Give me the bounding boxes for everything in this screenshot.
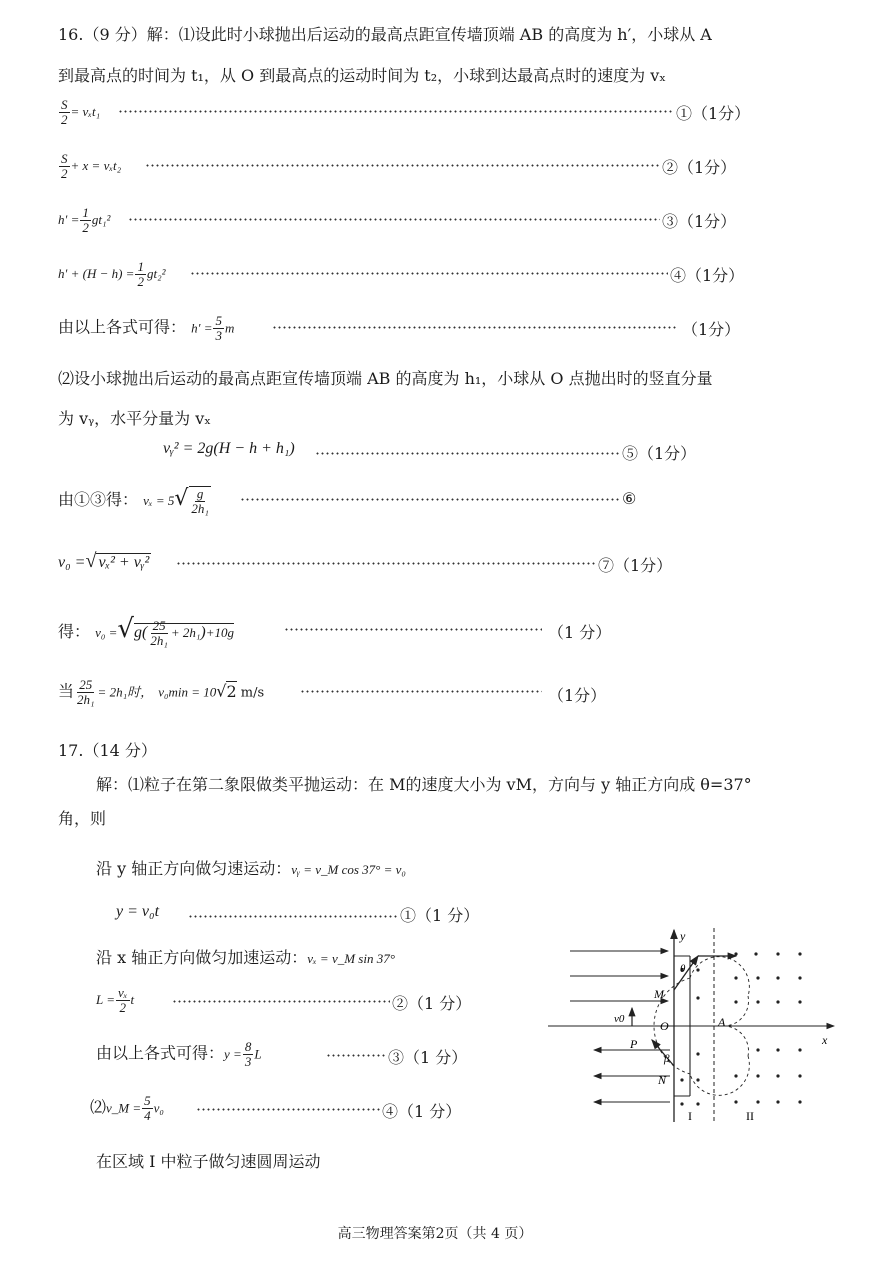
q16-eq6: vᵧ² = 2g(H − h + h₁) <box>163 440 295 457</box>
page-footer: 高三物理答案第2页（共 4 页） <box>337 1226 533 1242</box>
q16-eq7: 由①③得： vₓ = 5√ $\frac{g}{\text{2h₁}}$ <box>58 486 209 516</box>
q16-eq6-mark: ⑤（1分） <box>622 444 697 463</box>
leader-dots <box>190 272 668 275</box>
q17-header: 17.（14 分） <box>58 741 157 760</box>
label-beta: β <box>664 1053 670 1065</box>
q16-eq2: $\frac{S}{2}$ + x = vₓt₂ <box>61 151 122 181</box>
leader-dots <box>240 498 620 501</box>
q16-eq9-mark: （1 分） <box>548 623 612 642</box>
leader-dots <box>176 562 596 565</box>
label-A: A <box>718 1015 726 1029</box>
q16-eq10-mark: （1分） <box>548 686 607 705</box>
label-y: y <box>680 929 686 943</box>
leader-dots <box>188 915 398 918</box>
label-x: x <box>822 1033 828 1047</box>
q16-header: 16.（9 分）解：⑴设此时小球抛出后运动的最高点距宣传墙顶端 AB 的高度为 h′，小球从 A <box>58 25 712 44</box>
q17-e3: 沿 x 轴正方向做匀加速运动：vₓ = v_M sin 37° <box>96 948 395 967</box>
q16-eq5-mark: （1分） <box>682 320 741 339</box>
q16-eq2-mark: ②（1分） <box>662 158 737 177</box>
label-P: P <box>630 1037 638 1051</box>
magnetic-field-dots <box>680 952 801 1105</box>
label-region-I: I <box>688 1109 692 1123</box>
q16-eq1: $\frac{S}{2}$ = vₓt₁ <box>61 97 101 127</box>
q17-e6-mark: ④（1 分） <box>382 1102 462 1121</box>
label-v0: v0 <box>614 1013 625 1025</box>
label-region-II: II <box>746 1109 754 1123</box>
field-diagram <box>548 926 840 1126</box>
q16-eq7-mark: ⑥ <box>622 489 637 508</box>
velocity-N <box>652 1040 674 1066</box>
leader-dots <box>118 110 673 113</box>
leader-dots <box>196 1108 380 1111</box>
q17-e1: 沿 y 轴正方向做匀速运动：vᵧ = v_M cos 37° = v₀ <box>96 859 406 878</box>
label-O: O <box>660 1019 669 1033</box>
leader-dots <box>128 218 660 221</box>
leader-dots <box>315 452 620 455</box>
q16-eq10: 当 $\frac{25}{\text{2h₁}}$ = 2h₁时， v₀min = 10√2 m/s <box>58 677 265 707</box>
label-M: M <box>654 987 664 1001</box>
q17-e4: L = $\frac{\text{vₓ}}{2}$ t <box>96 985 135 1015</box>
leader-dots <box>172 1000 390 1003</box>
q16-eq4-mark: ④（1分） <box>670 266 745 285</box>
q17-e2-mark: ①（1 分） <box>400 906 480 925</box>
leader-dots <box>145 164 660 167</box>
q17-e7: 在区域 I 中粒子做匀速圆周运动 <box>96 1152 321 1171</box>
leader-dots <box>284 628 542 631</box>
velocity-M <box>674 956 698 990</box>
q16-eq4: h′ + (H − h) = $\frac{1}{2}$ gt₂² <box>58 259 166 289</box>
q17-sol-line2: 角，则 <box>58 809 107 828</box>
q16-eq1-mark: ①（1分） <box>676 104 751 123</box>
q16-eq8: v₀ =√ vₓ² + vᵧ² <box>58 550 150 572</box>
leader-dots <box>272 326 677 329</box>
leader-dots <box>300 690 542 693</box>
q17-sol-line1: 解：⑴粒子在第二象限做类平抛运动：在 M的速度大小为 vM，方向与 y 轴正方向成 θ=37° <box>96 775 752 794</box>
q16-eq9: 得： v₀ =√g( $\frac{25}{\text{2h₁}}$ + 2h₁)+10g <box>58 614 235 648</box>
q17-e5: 由以上各式可得：y = $\frac{8}{3}$ L <box>96 1039 262 1069</box>
q16-part2-line1: ⑵设小球抛出后运动的最高点距宣传墙顶端 AB 的高度为 h₁，小球从 O 点抛出时的竖直分量 <box>58 369 713 388</box>
q17-e6: ⑵v_M = $\frac{5}{4}$ v₀ <box>90 1093 164 1123</box>
q16-line2: 到最高点的时间为 t₁，从 O 到最高点的运动时间为 t₂，小球到达最高点时的速度为 vₓ <box>58 66 667 85</box>
q16-eq8-mark: ⑦（1分） <box>598 556 673 575</box>
q17-e4-mark: ②（1 分） <box>392 994 472 1013</box>
label-theta: θ <box>680 963 686 975</box>
q16-eq3: h′ = $\frac{1}{2}$ gt₁² <box>58 205 111 235</box>
q17-e2: y = v₀t <box>116 903 160 920</box>
leader-dots <box>326 1054 386 1057</box>
q16-part2-line2: 为 vᵧ，水平分量为 vₓ <box>58 409 212 428</box>
label-N: N <box>658 1073 667 1087</box>
q16-eq5: 由以上各式可得： h′ = $\frac{5}{3}$ m <box>58 313 235 343</box>
q16-eq3-mark: ③（1分） <box>662 212 737 231</box>
q17-e5-mark: ③（1 分） <box>388 1048 468 1067</box>
